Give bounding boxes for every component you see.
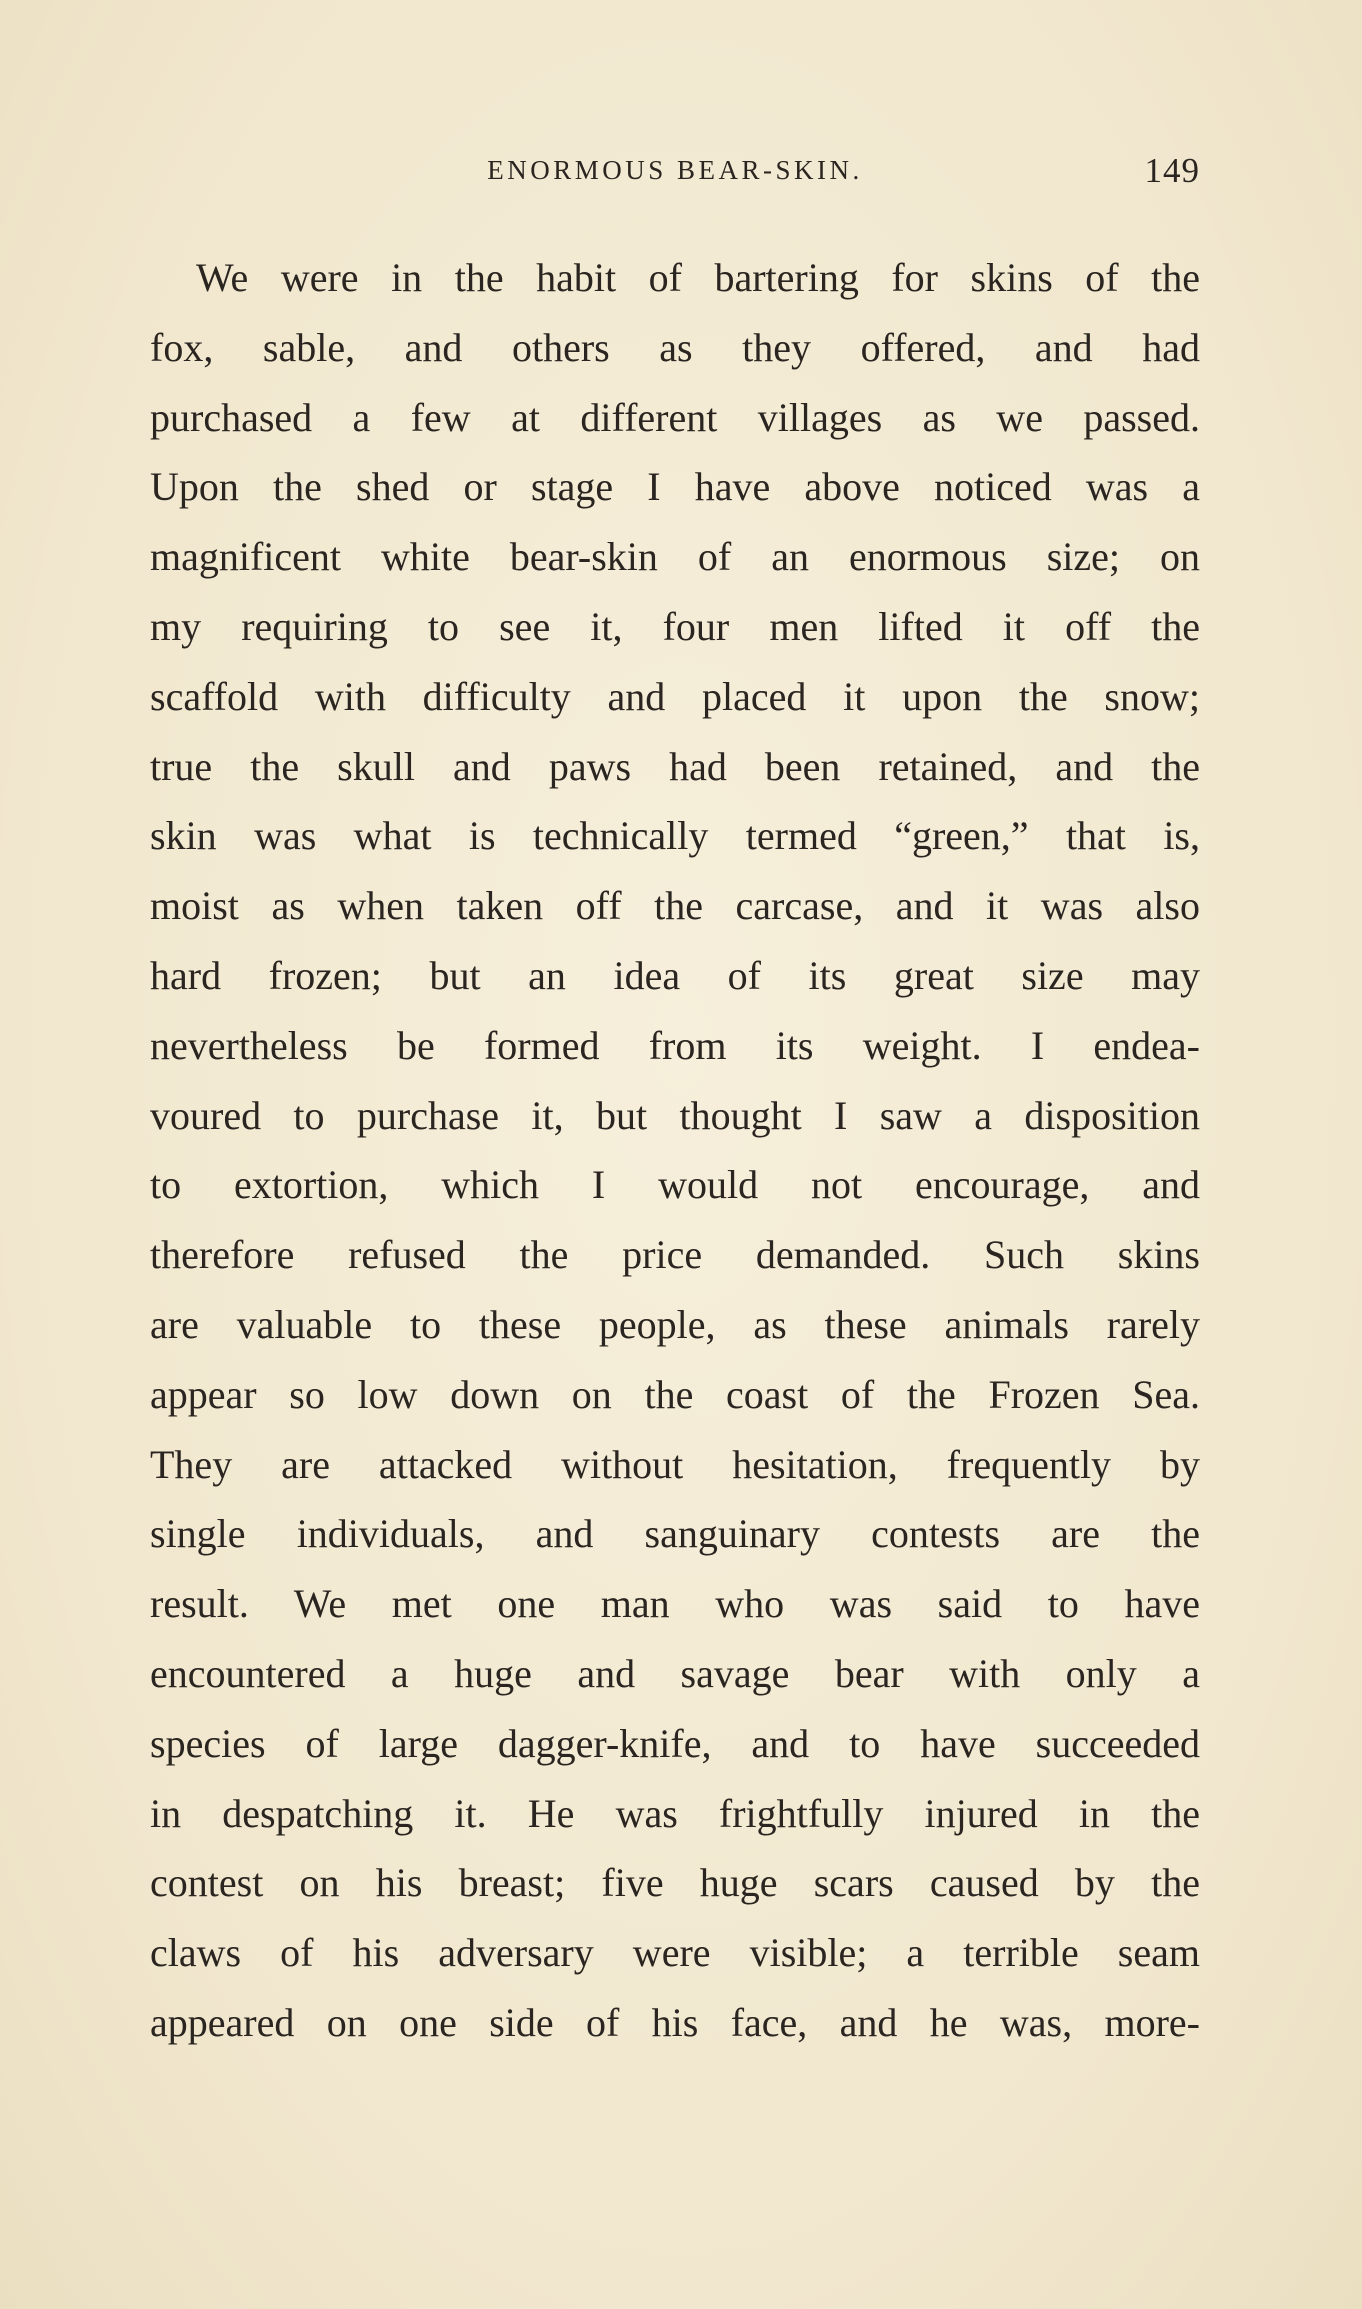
text-line: my requiring to see it, four men lifted it off the (150, 603, 1200, 649)
text-line: purchased a few at different villages as we passed. (150, 394, 1200, 440)
text-line: They are attacked without hesitation, frequently by (150, 1441, 1200, 1487)
text-line: single individuals, and sanguinary contests are the (150, 1511, 1200, 1557)
text-line: are valuable to these people, as these animals rarely (150, 1301, 1200, 1347)
text-line: moist as when taken off the carcase, and it was also (150, 883, 1200, 929)
text-line: result. We met one man who was said to have (150, 1581, 1200, 1627)
text-line: magnificent white bear-skin of an enormous size; on (150, 534, 1200, 580)
text-line: encountered a huge and savage bear with only a (150, 1650, 1200, 1696)
text-line: therefore refused the price demanded. Such skins (150, 1232, 1200, 1278)
text-line: to extortion, which I would not encourage, and (150, 1162, 1200, 1208)
running-title: ENORMOUS BEAR-SKIN. (487, 155, 863, 185)
text-line: contest on his breast; five huge scars caused by the (150, 1860, 1200, 1906)
text-line: We were in the habit of bartering for skins of the (196, 255, 1200, 300)
text-line: appeared on one side of his face, and he was, more- (150, 1999, 1200, 2045)
body-text (150, 243, 1200, 2058)
text-line: nevertheless be formed from its weight. I endea- (150, 1022, 1200, 1068)
text-line: voured to purchase it, but thought I saw a disposition (150, 1092, 1200, 1138)
text-line: species of large dagger-knife, and to have succeeded (150, 1720, 1200, 1766)
text-line: skin was what is technically termed “green,” that is, (150, 813, 1200, 859)
text-line: claws of his adversary were visible; a terrible seam (150, 1930, 1200, 1976)
text-line: in despatching it. He was frightfully injured in the (150, 1790, 1200, 1836)
text-line: fox, sable, and others as they offered, and had (150, 324, 1200, 370)
running-head (150, 151, 1200, 195)
text-line: scaffold with difficulty and placed it upon the snow; (150, 673, 1200, 719)
text-line: hard frozen; but an idea of its great size may (150, 952, 1200, 998)
page-number: 149 (1144, 151, 1200, 190)
text-line: Upon the shed or stage I have above noticed was a (150, 464, 1200, 510)
text-line: true the skull and paws had been retained, and the (150, 743, 1200, 789)
text-line: appear so low down on the coast of the Frozen Sea. (150, 1371, 1200, 1417)
